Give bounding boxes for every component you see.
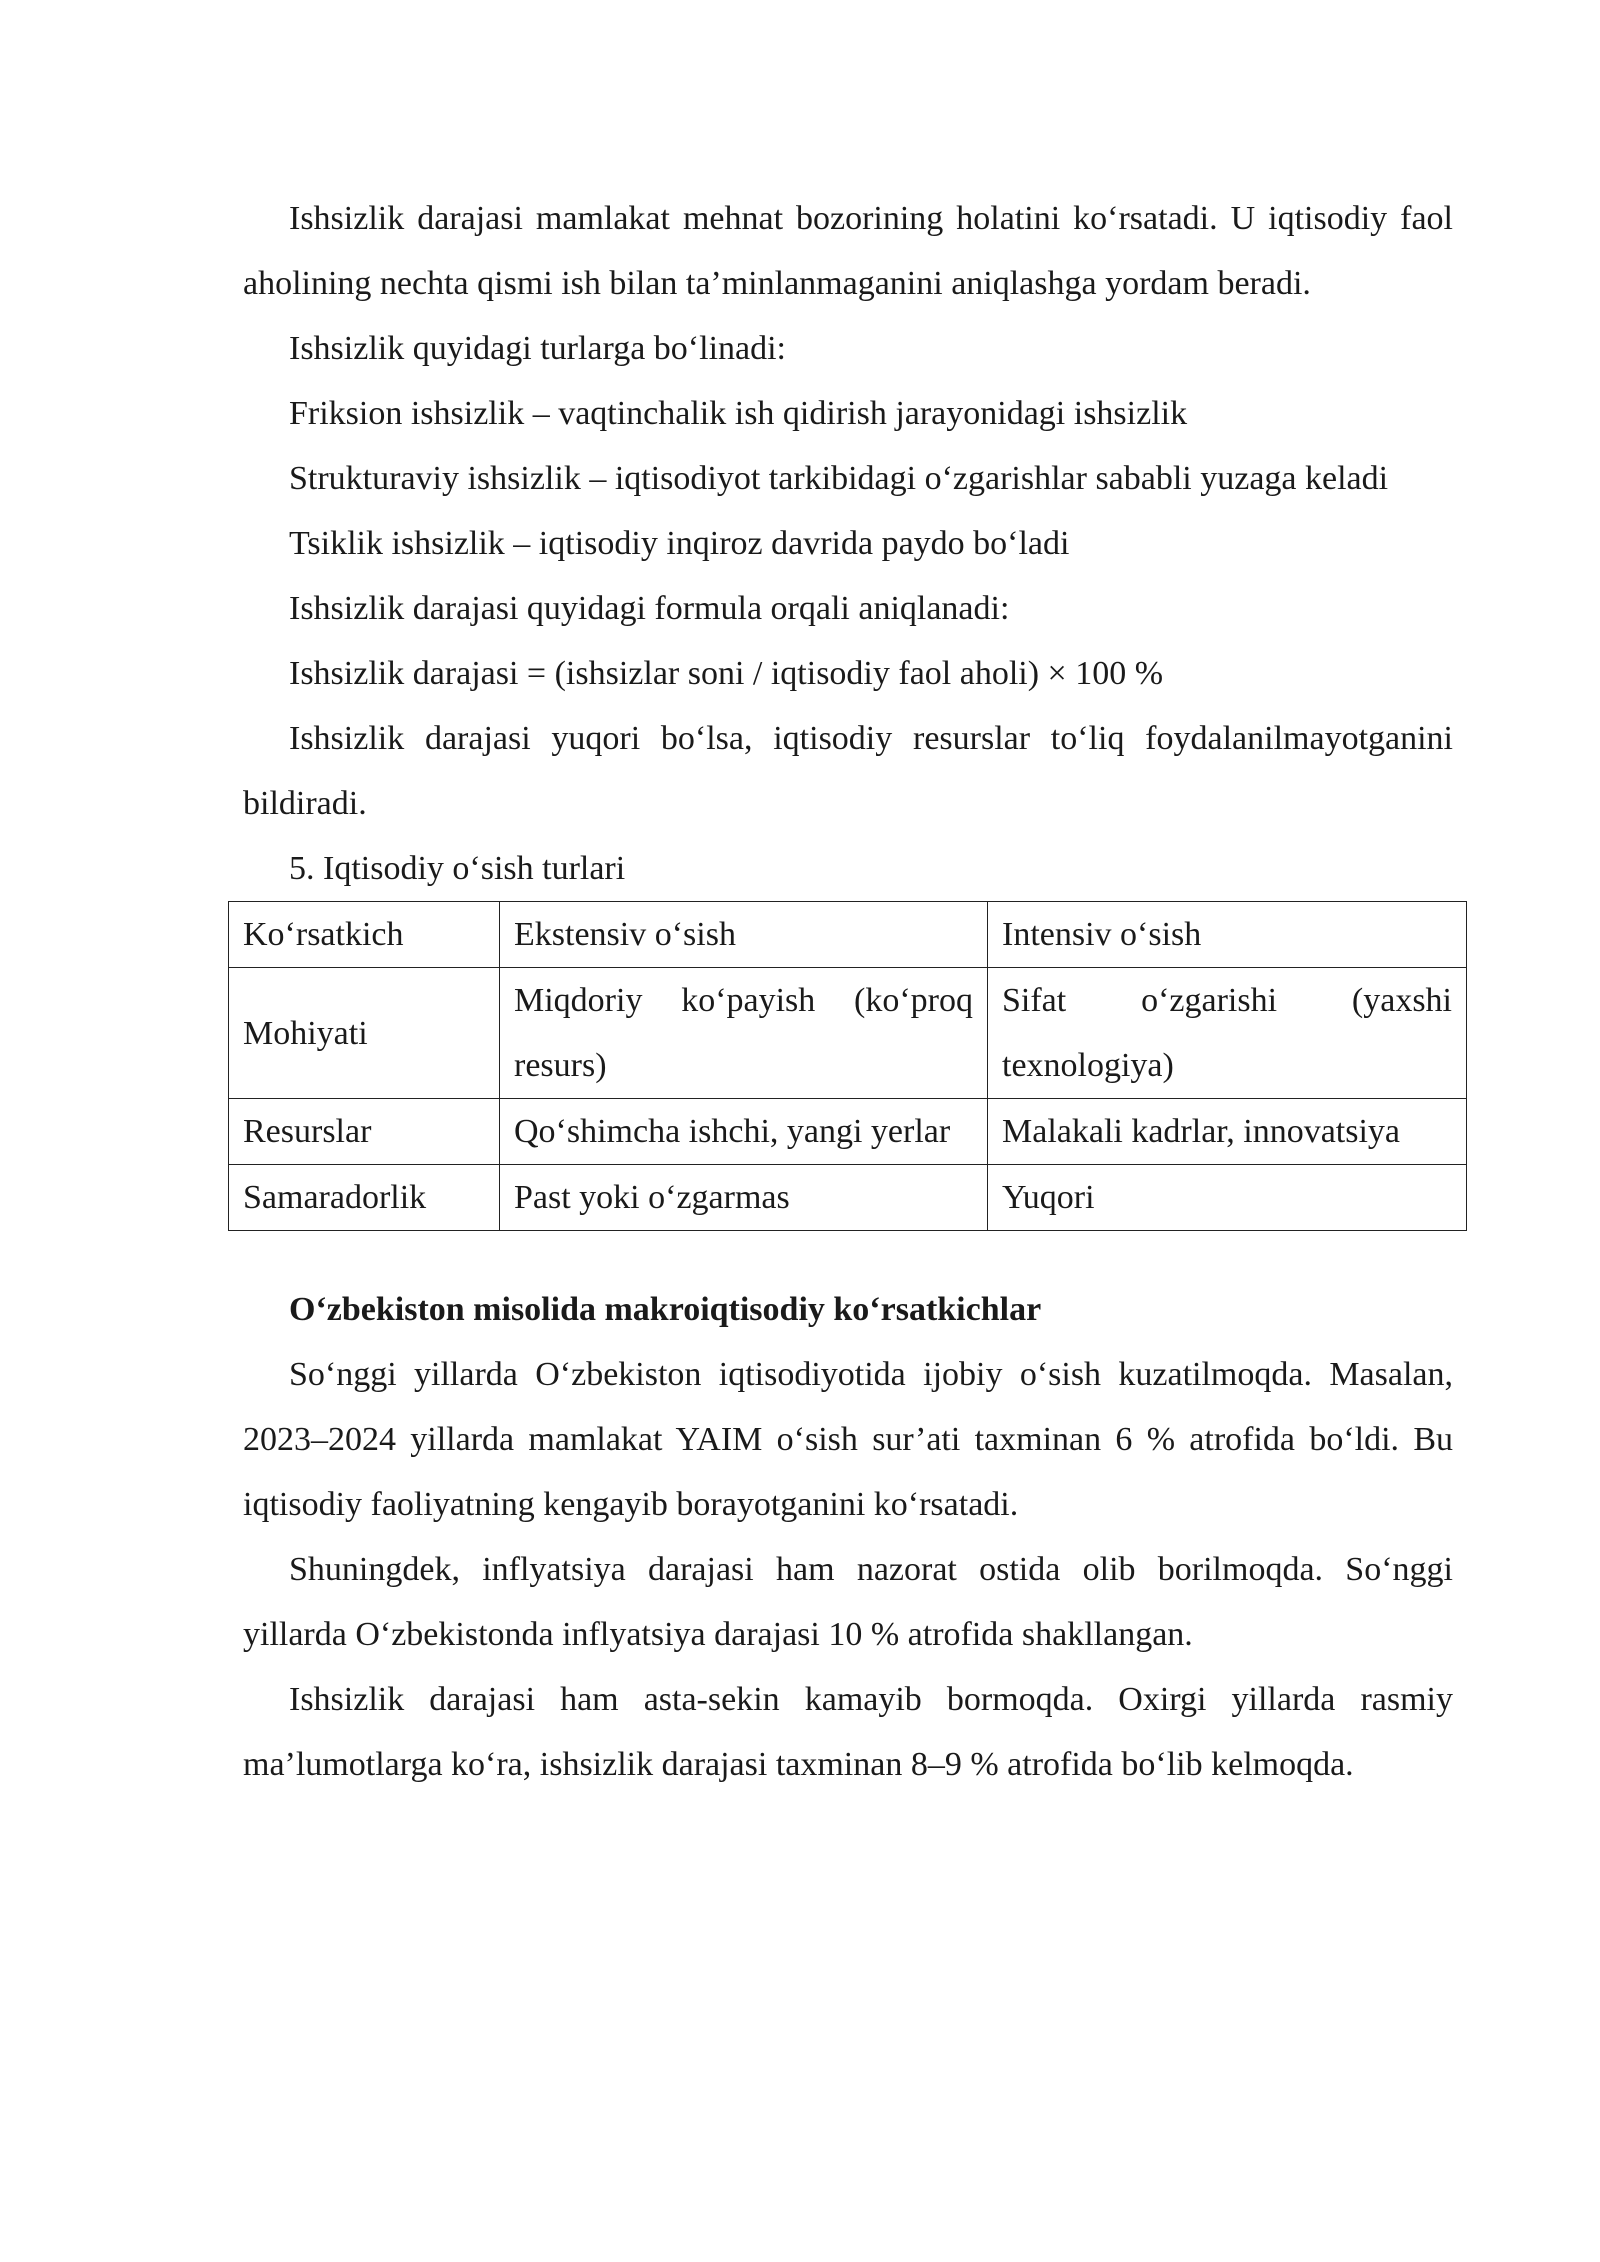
paragraph-unemployment-trend: Ishsizlik darajasi ham asta-sekin kamayib bormoqda. Oxirgi yillarda rasmiy ma’lumotlarga ko‘ra, ishsizlik darajasi taxminan 8–9 % atrofida bo‘lib kelmoqda. [243,1681,1453,1783]
paragraph-formula: Ishsizlik darajasi = (ishsizlar soni / iqtisodiy faol aholi) × 100 % [289,655,1164,692]
table-header-cell: Ko‘rsatkich [229,902,500,968]
table-row [229,968,1467,1099]
paragraph-frictional: Friksion ishsizlik – vaqtinchalik ish qidirish jarayonidagi ishsizlik [289,395,1188,432]
table-cell: Qo‘shimcha ishchi, yangi yerlar [500,1099,988,1165]
table-cell: Sifat o‘zgarishi (yaxshi texnologiya) [988,968,1467,1099]
table-row [229,1165,1467,1231]
section-title-growth-types: 5. Iqtisodiy o‘sish turlari [289,850,626,887]
paragraph-high-unemployment: Ishsizlik darajasi yuqori bo‘lsa, iqtisodiy resurslar to‘liq foydalanilmayotganini bildiradi. [243,720,1453,822]
table-cell: Mohiyati [229,968,500,1099]
table-header-cell: Ekstensiv o‘sish [500,902,988,968]
document-page [243,186,1453,1797]
paragraph-formula-intro: Ishsizlik darajasi quyidagi formula orqali aniqlanadi: [289,590,1010,627]
spacer [243,1231,1453,1277]
table-cell: Malakali kadrlar, innovatsiya [988,1099,1467,1165]
table-header-row [229,902,1467,968]
table-cell: Resurslar [229,1099,500,1165]
table-cell: Miqdoriy ko‘payish (ko‘proq resurs) [500,968,988,1099]
table-row [229,1099,1467,1165]
paragraph-cyclical: Tsiklik ishsizlik – iqtisodiy inqiroz davrida paydo bo‘ladi [289,525,1070,562]
table-cell: Samaradorlik [229,1165,500,1231]
table-cell: Yuqori [988,1165,1467,1231]
table-header-cell: Intensiv o‘sish [988,902,1467,968]
table-cell: Past yoki o‘zgarmas [500,1165,988,1231]
paragraph-unemployment-types-intro: Ishsizlik quyidagi turlarga bo‘linadi: [289,330,787,367]
paragraph-structural: Strukturaviy ishsizlik – iqtisodiyot tarkibidagi o‘zgarishlar sababli yuzaga keladi [289,460,1389,497]
paragraph-inflation: Shuningdek, inflyatsiya darajasi ham nazorat ostida olib borilmoqda. So‘nggi yillarda O‘zbekistonda inflyatsiya darajasi 10 % atrofida shakllangan. [243,1551,1453,1653]
paragraph-unemployment-rate: Ishsizlik darajasi mamlakat mehnat bozorining holatini ko‘rsatadi. U iqtisodiy faol aholining nechta qismi ish bilan ta’minlanmaganini aniqlashga yordam beradi. [243,200,1453,302]
paragraph-gdp-growth: So‘nggi yillarda O‘zbekiston iqtisodiyotida ijobiy o‘sish kuzatilmoqda. Masalan, 2023–2024 yillarda mamlakat YAIM o‘sish sur’ati taxminan 6 % atrofida bo‘ldi. Bu iqtisodiy faoliyatning kengayib borayotganini ko‘rsatadi. [243,1356,1453,1523]
growth-types-table [228,901,1467,1231]
section-heading-uzbekistan: O‘zbekiston misolida makroiqtisodiy ko‘rsatkichlar [289,1291,1042,1328]
